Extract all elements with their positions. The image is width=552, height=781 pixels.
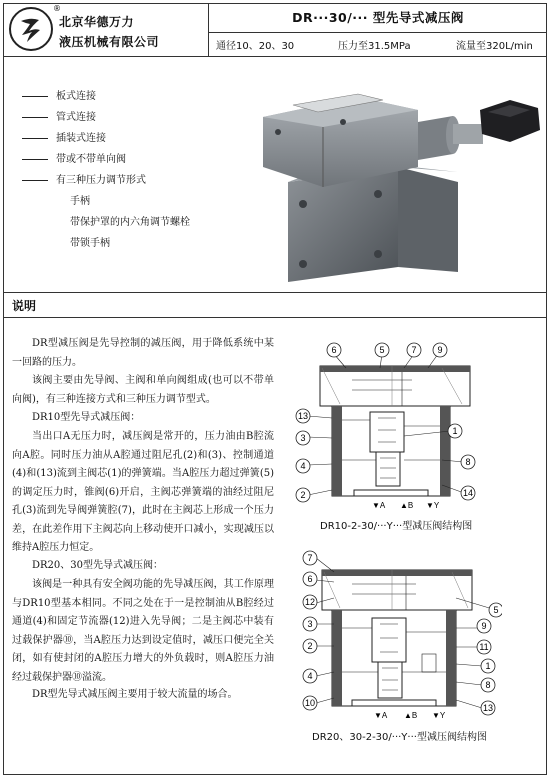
callout-2: 2 [300, 490, 306, 500]
callout-1: 1 [452, 426, 458, 436]
callout-13: 13 [482, 703, 494, 713]
paragraph: DR型先导式减压阀主要用于较大流量的场合。 [32, 689, 238, 700]
dr20-30-structure-diagram [292, 548, 502, 720]
callout-6: 6 [331, 345, 337, 355]
spec-diameter: 通径10、20、30 [216, 41, 295, 52]
adjust-option: 带锁手柄 [70, 238, 110, 249]
section-title: 说明 [12, 299, 37, 313]
callout-3: 3 [307, 619, 313, 629]
company-name-line2: 液压机械有限公司 [59, 35, 160, 49]
port-label-a: ▼A [372, 501, 386, 510]
dash-icon [22, 117, 48, 118]
port-label-a: ▼A [374, 711, 388, 720]
callout-7: 7 [411, 345, 417, 355]
port-label-b: ▲B [400, 501, 414, 510]
spec-pressure: 压力至31.5MPa [338, 41, 411, 52]
company-logo [9, 7, 53, 51]
dash-icon [22, 159, 48, 160]
header [3, 3, 547, 57]
callout-3: 3 [300, 433, 306, 443]
paragraph: 当出口A无压力时，减压阀是常开的，压力油由B腔流向A腔。同时压力油从A腔通过阻尼孔(2)和(3)、控制通道(4)和(13)流到主阀芯(1)的弹簧端。当A腔压力超过弹簧(5)的调定压力时，锥阀(6)开启，主阀芯弹簧端的油经过阻尼孔(3)流到先导阀弹簧腔(7)，此时在主阀芯上形成一个压力差，在此差作用下主阀芯向上移动使开口减小，实现减压以维持A腔压力恒定。 [12, 431, 274, 553]
dash-icon [22, 180, 48, 181]
company-name-line1: 北京华德万力 [59, 15, 135, 29]
feature-item: 板式连接 [22, 87, 96, 102]
callout-8: 8 [465, 457, 471, 467]
callout-4: 4 [307, 671, 313, 681]
spec-flow: 流量至320L/min [456, 41, 533, 52]
callout-5: 5 [493, 605, 499, 615]
section-rule [3, 317, 547, 318]
registered-mark: ® [53, 4, 61, 13]
paragraph: 该阀是一种具有安全阀功能的先导减压阀，其工作原理与DR10型基本相同。不同之处在于一是控制油从B腔经过通道(4)和固定节流器(12)进入先导阀；二是主阀芯中装有过载保护器⑩，当A腔压力达到设定值时，减压口便完全关闭，如有使封闭的A腔压力增大的外负载时，则A腔压力油经过载保护器⑩溢流。 [12, 579, 274, 683]
callout-7: 7 [307, 553, 313, 563]
callout-9: 9 [437, 345, 443, 355]
port-label-y: ▼Y [432, 711, 446, 720]
adjust-option: 手柄 [70, 196, 90, 207]
feature-item: 插装式连接 [22, 129, 106, 144]
callout-14: 14 [462, 488, 474, 498]
callout-2: 2 [307, 641, 313, 651]
callout-5: 5 [379, 345, 385, 355]
feature-item: 带或不带单向阀 [22, 150, 126, 165]
callout-6: 6 [307, 574, 313, 584]
adjust-option: 带保护罩的内六角调节螺栓 [70, 217, 190, 228]
port-label-y: ▼Y [426, 501, 440, 510]
diagram1-caption: DR10-2-30/···Y···型减压阀结构图 [320, 521, 473, 532]
callout-9: 9 [481, 621, 487, 631]
dash-icon [22, 138, 48, 139]
product-title: DR···30/··· 型先导式减压阀 [209, 3, 547, 33]
paragraph: DR20、30型先导式减压阀： [32, 560, 163, 571]
dr10-structure-diagram [292, 340, 488, 510]
callout-11: 11 [479, 642, 489, 652]
callout-13: 13 [297, 411, 309, 421]
callout-10: 10 [304, 698, 316, 708]
feature-item: 有三种压力调节形式 [22, 171, 146, 186]
paragraph: DR型减压阀是先导控制的减压阀，用于降低系统中某一回路的压力。 [12, 338, 274, 368]
callout-1: 1 [485, 661, 491, 671]
dash-icon [22, 96, 48, 97]
valve-product-photo [248, 72, 544, 287]
paragraph: 该阀主要由先导阀、主阀和单向阀组成(也可以不带单向阀)，有三种连接方式和三种压力调节型式。 [12, 375, 274, 405]
callout-4: 4 [300, 461, 306, 471]
diagram2-caption: DR20、30-2-30/···Y···型减压阀结构图 [312, 732, 487, 743]
section-rule [3, 292, 547, 293]
port-label-b: ▲B [404, 711, 418, 720]
feature-item: 管式连接 [22, 108, 96, 123]
callout-8: 8 [485, 680, 491, 690]
paragraph: DR10型先导式减压阀： [32, 412, 141, 423]
callout-12: 12 [304, 597, 316, 607]
